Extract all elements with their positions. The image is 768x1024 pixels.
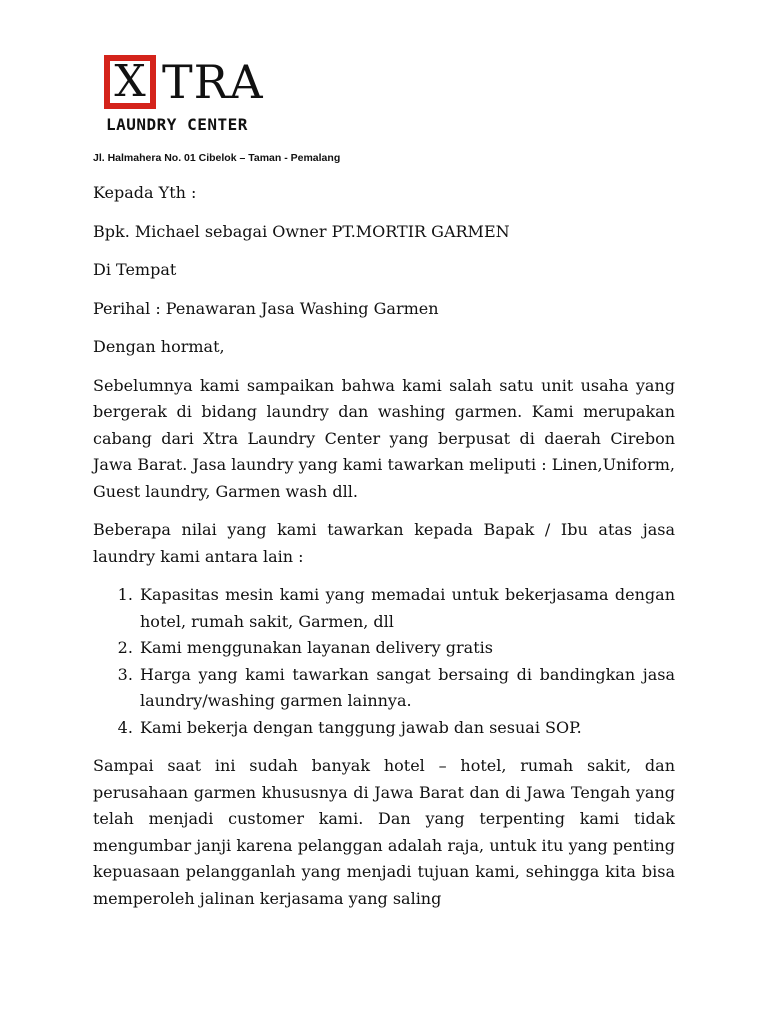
- paragraph-customers: Sampai saat ini sudah banyak hotel – hotel, rumah sakit, dan perusahaan garmen khususnya di Jawa Barat dan di Jawa Tengah yang telah menjadi customer kami. Dan yang terpenting kami tidak mengumbar janji karena pelanggan adalah raja, untuk itu yang penting kepuasaan pelangganlah yang menjadi tujuan kami, sehingga kita bisa memperoleh jalinan kerjasama yang saling: [93, 756, 675, 908]
- list-item: 1. Kapasitas mesin kami yang memadai untuk bekerjasama dengan hotel, rumah sakit, Garmen, dll: [138, 582, 675, 635]
- company-logo: [104, 52, 284, 136]
- list-item: 3. Harga yang kami tawarkan sangat bersaing di bandingkan jasa laundry/washing garmen lainnya.: [138, 662, 675, 715]
- salutation: Kepada Yth :: [93, 183, 197, 202]
- logo-x-mark: X: [104, 55, 156, 109]
- logo-subtitle: LAUNDRY CENTER: [106, 115, 248, 134]
- greeting: Dengan hormat,: [93, 337, 225, 356]
- logo-name: TRA: [162, 55, 264, 109]
- recipient: Bpk. Michael sebagai Owner PT.MORTIR GARMEN: [93, 221, 510, 241]
- location: Di Tempat: [93, 260, 177, 279]
- value-list: [93, 582, 675, 741]
- company-address: Jl. Halmahera No. 01 Cibelok – Taman - Pemalang: [93, 152, 341, 164]
- letter-body: [93, 180, 675, 924]
- list-item: 2. Kami menggunakan layanan delivery gratis: [138, 635, 675, 662]
- paragraph-values: Beberapa nilai yang kami tawarkan kepada Bapak / Ibu atas jasa laundry kami antara lain :: [93, 520, 675, 566]
- list-item: 4. Kami bekerja dengan tanggung jawab dan sesuai SOP.: [138, 715, 675, 742]
- paragraph-intro: Sebelumnya kami sampaikan bahwa kami salah satu unit usaha yang bergerak di bidang laundry dan washing garmen. Kami merupakan cabang dari Xtra Laundry Center yang berpusat di daerah Cirebon Jawa Barat. Jasa laundry yang kami tawarkan meliputi : Linen,Uniform, Guest laundry, Garmen wash dll.: [93, 375, 675, 501]
- subject: Perihal : Penawaran Jasa Washing Garmen: [93, 298, 439, 318]
